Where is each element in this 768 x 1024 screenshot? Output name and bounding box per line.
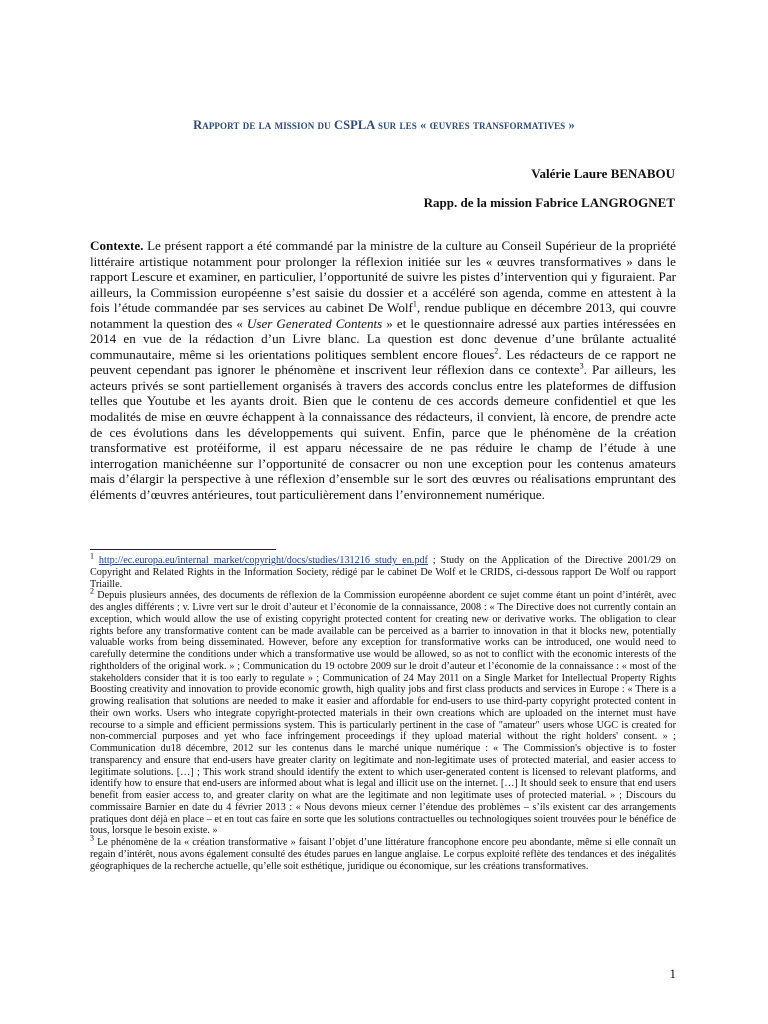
context-paragraph bbox=[90, 238, 676, 502]
footnote-1-link[interactable]: http://ec.europa.eu/internal_market/copyright/docs/studies/131216_study_en.pdf bbox=[98, 555, 428, 566]
context-text-3: » et le questionnaire adressé aux parties intéressées en 2014 en vue de la rédaction d’un Livre blanc. La question est donc devenue d’une brûlante actualité communautaire, même si les orientations politiques semblent encore floues bbox=[90, 315, 676, 362]
footnote-separator bbox=[90, 549, 276, 550]
footnotes bbox=[90, 551, 676, 872]
footnote-1-text: ; Study on the Application of the Directive 2001/29 on Copyright and Related Rights in the Information Society, rédigé par le cabinet De Wolf et le CRIDS, ci-dessous rapport De Wolf ou rapport Triaille. bbox=[90, 555, 676, 590]
rapporteur-name: Rapp. de la mission Fabrice LANGROGNET bbox=[423, 195, 675, 210]
page-number: 1 bbox=[669, 966, 676, 981]
context-text-5: . Par ailleurs, les acteurs privés se sont partiellement organisés à travers des accords conclus entre les plateformes de diffusion telles que Youtube et les ayants droit. Bien que le contenu de ces accords demeure confidentiel et que les modalités de mise en œuvre échappent à la connaissance des rédacteurs, il convient, là encore, de prendre acte de ces évolutions dans les développements qui suivent. Enfin, parce que le phénomène de la création transformative est protéiforme, il est apparu nécessaire de ne pas réduire le champ de l’étude à une interrogation manichéenne sur l’opportunité de consacrer ou non une exception pour les contenus amateurs mais d’élargir la perspective à une réflexion d’ensemble sur le sort des œuvres ou réalisations empruntant des éléments d’œuvres antérieures, tout particulièrement dans l’environnement numérique. bbox=[90, 362, 677, 502]
footnote-1 bbox=[90, 551, 676, 590]
footnote-2-text: Depuis plusieurs années, des documents de réflexion de la Commission européenne abordent ce sujet comme étant un point d’intérêt, avec des angles différents ; v. Livre vert sur le droit d’auteur et l’économie de la connaissance, 2008 : « The Directive does not currently contain an exception, which would allow the use of existing copyright protected content for creating new or derivative works. The obligation to clear rights before any transformative content can be made available can be perceived as a barrier to innovation in that it blocks new, potentially valuable works from being disseminated. However, before any exception for transformative works can be introduced, one would need to carefully determine the conditions under which a transformative use would be allowed, so as not to conflict with the economic interests of the rightholders of the original work. » ; Communication du 19 octobre 2009 sur le droit d’auteur et l’économie de la connaissance : « most of the stakeholders consider that it is too early to regulate » ; Communication of 24 May 2011 on a Single Market for Intellectual Property Rights Boosting creativity and innovation to provide economic growth, high quality jobs and first class products and services in Europe : « There is a growing realisation that solutions are needed to make it easier and affordable for end-users to use third-party copyright protected content in their own works. Users who integrate copyright-protected materials in their own creations which are uploaded on the internet must have recourse to a simple and efficient permissions system. This is particularly pertinent in the case of "amateur" users whose UGC is created for non-commercial purposes and yet who face infringement proceedings if they upload material without the right holders' consent. » ; Communication du18 décembre, 2012 sur les contenus dans le marché unique numérique : « The Commission's objective is to foster transparency and ensure that end-users have greater clarity on legitimate and non-legitimate uses of protected material, and easier access to legitimate solutions. […] ; This work strand should identify the extent to which user-generated content is licensed to relevant platforms, and identify how to ensure that end-users are informed about what is legal and illicit use on the internet. […] It should seek to ensure that end users benefit from easier access to, and greater clarity on what are the legitimate and non legitimate uses of protected material. » ; Discours du commissaire Barnier en date du 4 février 2013 : « Nous devons mieux cerner l’étendue des problèmes – s’ils existent car des arrangements pratiques dont déjà en place – et en tout cas faire en sorte que les solutions contractuelles ou technologiques soient trouvées pour le bénéfice de tous, lorsque le besoin existe. » bbox=[90, 590, 676, 837]
footnote-ref-2[interactable]: 2 bbox=[494, 346, 499, 356]
ugc-term: User Generated Contents bbox=[246, 315, 383, 331]
footnote-2 bbox=[90, 586, 676, 837]
footnote-2-number: 2 bbox=[90, 586, 94, 596]
footnote-3-number: 3 bbox=[90, 833, 94, 843]
footnote-3 bbox=[90, 833, 676, 872]
report-title bbox=[0, 118, 768, 133]
author-name: Valérie Laure BENABOU bbox=[531, 166, 675, 181]
context-lead: Contexte. bbox=[90, 238, 144, 253]
footnote-ref-3[interactable]: 3 bbox=[579, 362, 584, 372]
footnote-3-text: Le phénomène de la « création transformative » faisant l’objet d’une littérature francophone encore peu abondante, même si elle connaît un regain d’intérêt, nous avons également consulté des études parues en langue anglaise. Le corpus exploité reflète des tendances et des inégalités géographiques de la recherche actuelle, qu’elle soit esthétique, juridique ou économique, sur les créations transformatives. bbox=[90, 837, 676, 872]
context-text-1: Le présent rapport a été commandé par la ministre de la culture au Conseil Supérieur de la propriété littéraire artistique notamment pour prolonger la réflexion initiée sur les « œuvres transformatives » dans le rapport Lescure et examiner, en particulier, l’opportunité de suivre les pistes d’intervention qui y figuraient. Par ailleurs, la Commission européenne s’est saisie du dossier et a accéléré son agenda, comme en attestent à la fois l’étude commandée par ses services au cabinet De Wolf bbox=[90, 238, 676, 316]
report-title-text: Rapport de la mission du CSPLA sur les « œuvres transformatives » bbox=[193, 118, 575, 132]
context-text-2: , rendue publique en décembre 2013, qui couvre notamment la question des « bbox=[90, 300, 676, 331]
footnote-ref-1[interactable]: 1 bbox=[412, 299, 417, 309]
context-text-4: . Les rédacteurs de ce rapport ne peuvent cependant pas ignorer le phénomène et inscrivent leur réflexion dans ce contexte bbox=[90, 346, 676, 378]
footnote-1-number: 1 bbox=[90, 551, 94, 561]
